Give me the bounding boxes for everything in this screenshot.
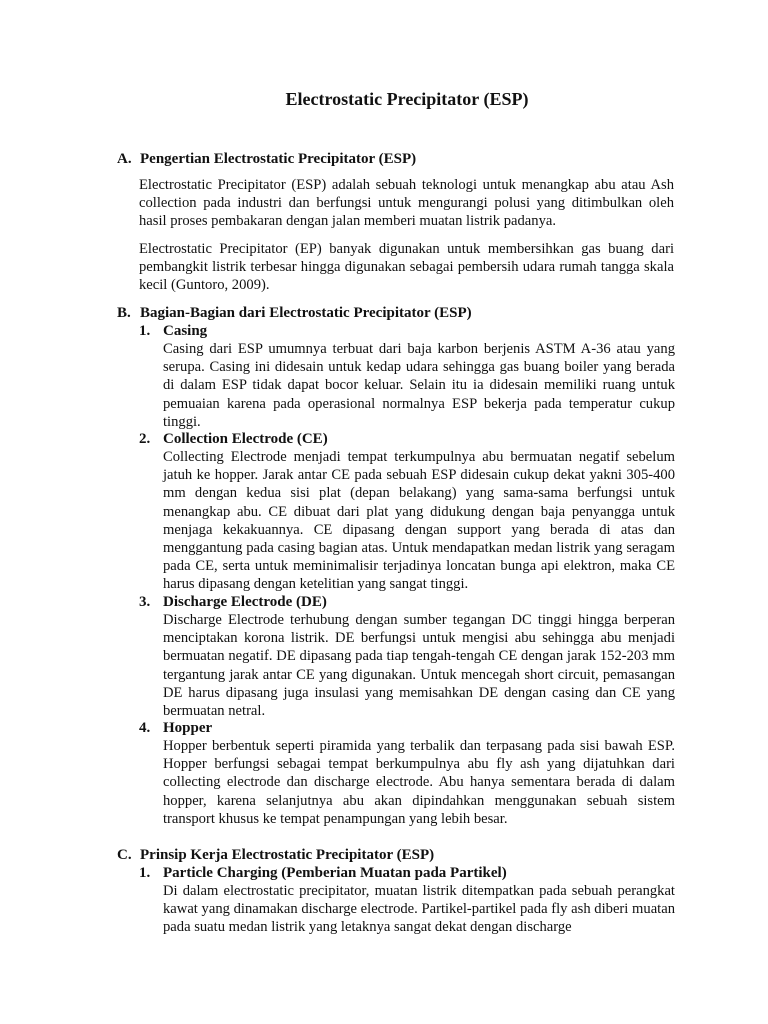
section-letter: C. [117,847,132,863]
list-item-title: Discharge Electrode (DE) [163,594,327,610]
document-title: Electrostatic Precipitator (ESP) [285,89,529,109]
section-title: Pengertian Electrostatic Precipitator (ESP) [140,151,417,167]
list-item-number: 2. [139,431,151,447]
list-item-body: Collecting Electrode menjadi tempat terkumpulnya abu bermuatan negatif sebelum jatuh ke hopper. Jarak antar CE pada sebuah ESP didesain cukup dekat yakni 305-400 mm dengan kedua sisi plat (depan belakang) yang sama-sama berfungsi untuk menangkap abu. CE dibuat dari plat yang didukung dengan baja penyangga untuk menjaga kekakuannya. CE dipasang dengan support yang berada di atas dan menggantung pada casing bagian atas. Untuk mendapatkan medan listrik yang seragam pada CE, serta untuk meminimalisir terjadinya loncatan bunga api elektron, maka CE harus dipasang dengan ketelitian yang sangat tinggi. [163,449,675,593]
section-a-paragraph-2: Electrostatic Precipitator (EP) banyak digunakan untuk membersihkan gas buang dari pembangkit listrik terbesar hingga digunakan sebagai pembersih udara rumah tangga skala kecil (Guntoro, 2009). [139,241,674,294]
list-item-body: Discharge Electrode terhubung dengan sumber tegangan DC tinggi hingga berperan menciptakan korona listrik. DE berfungsi untuk mengisi abu sehingga abu menjadi bermuatan negatif. DE dipasang pada tiap tengah-tengah CE dengan jarak 152-203 mm tergantung jarak antar CE yang digunakan. Untuk mencegah short circuit, pemasangan DE harus dipasang juga insulasi yang memisahkan DE dengan casing dan CE yang bermuatan netral. [163,612,675,720]
section-b-heading [117,304,472,322]
list-item-title: Hopper [163,720,213,736]
section-title: Bagian-Bagian dari Electrostatic Precipitator (ESP) [140,305,472,321]
list-item-heading [139,864,507,882]
list-item-title: Particle Charging (Pemberian Muatan pada Partikel) [163,865,507,881]
list-item-body: Hopper berbentuk seperti piramida yang terbalik dan terpasang pada sisi bawah ESP. Hopper berfungsi sebagai tempat berkumpulnya abu fly ash yang dijatuhkan dari collecting electrode dan discharge electrode. Abu hanya sementara berada di dalam hopper, karena selanjutnya abu akan dipindahkan menggunakan sebuah sistem transport khusus ke tempat penampungan yang lebih besar. [163,738,675,827]
list-item-number: 4. [139,720,151,736]
section-letter: A. [117,151,132,167]
section-a-heading [117,150,416,168]
list-item-body: Casing dari ESP umumnya terbuat dari baja karbon berjenis ASTM A-36 atau yang serupa. Casing ini didesain untuk kedap udara sehingga gas buang boiler yang berada di dalam ESP tidak dapat bocor keluar. Selain itu ia didesain memiliki ruang untuk pemuaian karena pada operasional normalnya ESP bekerja pada temperatur cukup tinggi. [163,341,675,430]
list-item-number: 3. [139,594,151,610]
section-letter: B. [117,305,131,321]
list-item-title: Casing [163,323,208,339]
list-item-number: 1. [139,865,151,881]
list-item-heading [139,593,327,611]
list-item-title: Collection Electrode (CE) [163,431,328,447]
list-item-heading [139,322,207,340]
list-item-body: Di dalam electrostatic precipitator, muatan listrik ditempatkan pada sebuah perangkat kawat yang dinamakan discharge electrode. Partikel-partikel pada fly ash diberi muatan pada suatu medan listrik yang letaknya sangat dekat dengan discharge [163,883,675,936]
section-title: Prinsip Kerja Electrostatic Precipitator (ESP) [140,847,435,863]
list-item-number: 1. [139,323,151,339]
section-a-paragraph-1: Electrostatic Precipitator (ESP) adalah sebuah teknologi untuk menangkap abu atau Ash collection pada industri dan berfungsi untuk mengurangi polusi yang ditimbulkan oleh hasil proses pembakaran dengan jalan memberi muatan listrik padanya. [139,177,674,230]
list-item-heading [139,430,328,448]
section-c-heading [117,846,434,864]
list-item-heading [139,719,212,737]
